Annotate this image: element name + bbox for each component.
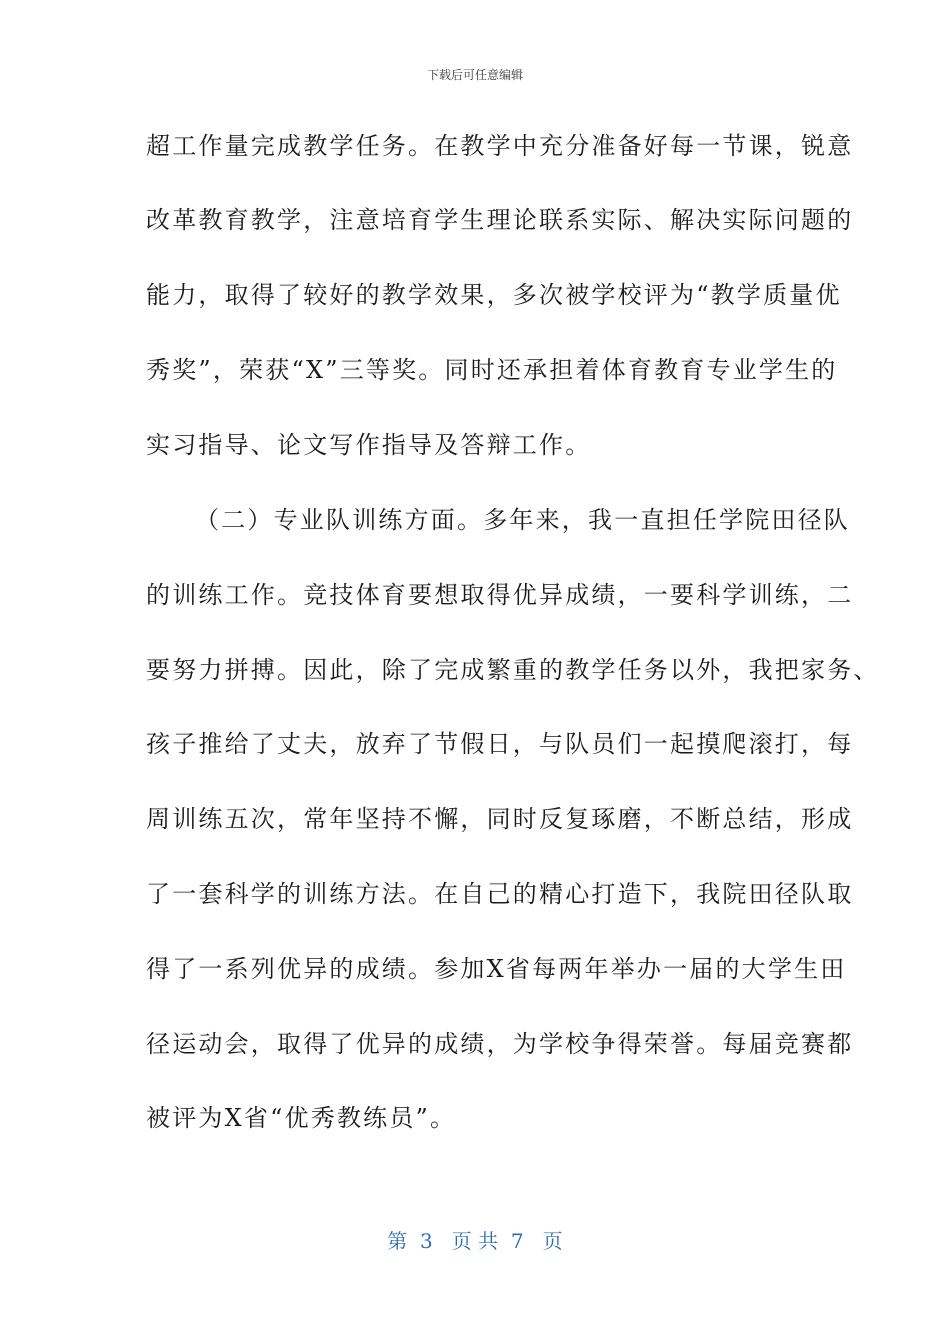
page-number: 第 3 页 共 7 页 xyxy=(387,1229,563,1253)
text-line: 改革教育教学，注意培育学生理论联系实际、解决实际问题的 xyxy=(146,206,854,234)
text-line: 得了一系列优异的成绩。参加X省每两年举办一届的大学生田 xyxy=(146,955,847,983)
text-line: 超工作量完成教学任务。在教学中充分准备好每一节课，锐意 xyxy=(146,132,854,160)
text-line: 秀奖”，荣获“X”三等奖。同时还承担着体育教育专业学生的 xyxy=(146,356,838,384)
header-note: 下载后可任意编辑 xyxy=(426,68,523,82)
text-line: 的训练工作。竞技体育要想取得优异成绩，一要科学训练，二 xyxy=(146,581,854,609)
text-line: 要努力拼搏。因此，除了完成繁重的教学任务以外，我把家务、 xyxy=(146,656,880,684)
text-line: 孩子推给了丈夫，放弃了节假日，与队员们一起摸爬滚打，每 xyxy=(146,730,854,758)
paragraph-first-line: （二）专业队训练方面。多年来，我一直担任学院田径队 xyxy=(195,506,850,534)
text-line: 被评为X省“优秀教练员”。 xyxy=(146,1104,457,1132)
text-line: 径运动会，取得了优异的成绩，为学校争得荣誉。每届竞赛都 xyxy=(146,1030,854,1058)
text-line: 实习指导、论文写作指导及答辩工作。 xyxy=(146,431,592,459)
text-line: 了一套科学的训练方法。在自己的精心打造下，我院田径队取 xyxy=(146,880,854,908)
text-line: 周训练五次，常年坚持不懈，同时反复琢磨，不断总结，形成 xyxy=(146,805,854,833)
text-line: 能力，取得了较好的教学效果，多次被学校评为“教学质量优 xyxy=(146,281,842,309)
